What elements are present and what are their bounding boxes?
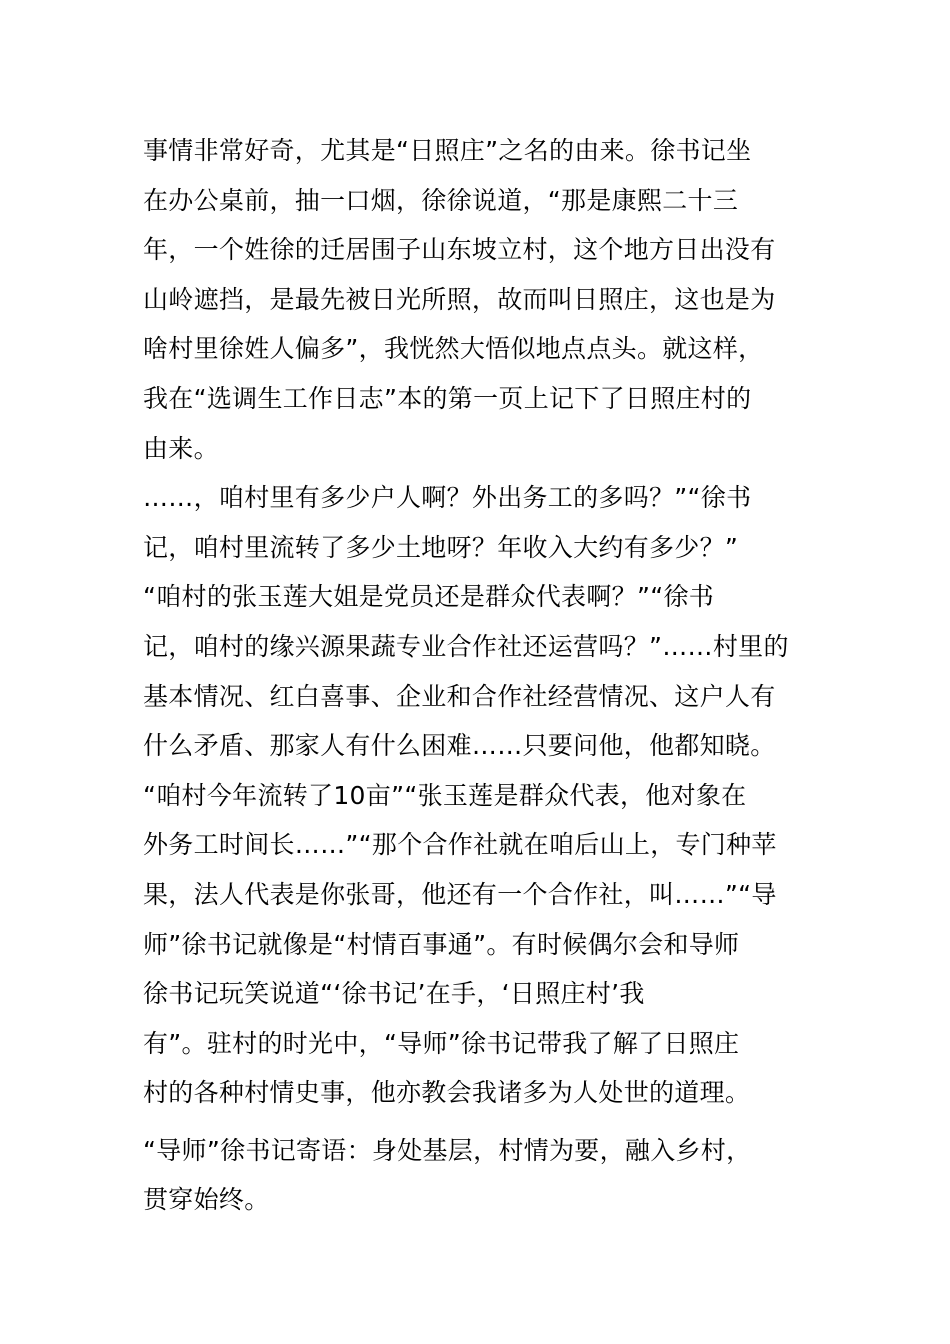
text-line-9: 记，咱村里流转了多少土地呀？年收入大约有多少？” xyxy=(143,532,739,562)
body-text xyxy=(143,126,813,1225)
text-line-2: 在办公桌前，抽一口烟，徐徐说道，“那是康熙二十三 xyxy=(143,185,739,215)
text-line-1: 事情非常好奇，尤其是“日照庄”之名的由来。徐书记坐 xyxy=(143,136,752,165)
text-line-5: 啥村里徐姓人偏多”，我恍然大悟似地点点头。就这样， xyxy=(143,334,764,364)
text-line-13: 什么矛盾、那家人有什么困难……只要问他，他都知晓。 xyxy=(143,731,776,761)
text-line-6: 我在“选调生工作日志”本的第一页上记下了日照庄村的 xyxy=(143,383,752,413)
text-line-4: 山岭遮挡，是最先被日光所照，故而叫日照庄，这也是为 xyxy=(143,284,776,314)
text-line-18: 徐书记玩笑说道“‘徐书记’在手，‘日照庄村’我 xyxy=(143,979,645,1009)
paragraph-gap xyxy=(143,1118,813,1126)
text-line-7: 由来。 xyxy=(143,433,219,463)
text-line-14: “咱村今年流转了10亩”“张玉莲是群众代表，他对象在 xyxy=(143,780,747,810)
text-line-11: 记，咱村的缘兴源果蔬专业合作社还运营吗？”……村里的 xyxy=(143,631,789,661)
text-line-8: ……，咱村里有多少户人啊？外出务工的多吗？”“徐书 xyxy=(143,483,752,513)
text-line-16: 果，法人代表是你张哥，他还有一个合作社，叫……”“导 xyxy=(143,879,777,909)
text-line-20: 村的各种村情史事，他亦教会我诸多为人处世的道理。 xyxy=(143,1078,751,1108)
text-line-12: 基本情况、红白喜事、企业和合作社经营情况、这户人有 xyxy=(143,681,776,711)
text-line-17: 师”徐书记就像是“村情百事通”。有时候偶尔会和导师 xyxy=(143,929,740,959)
text-line-10: “咱村的张玉莲大姐是党员还是群众代表啊？”“徐书 xyxy=(143,582,715,612)
text-line-15: 外务工时间长……”“那个合作社就在咱后山上，专门种苹 xyxy=(143,830,777,860)
text-line-3: 年，一个姓徐的迁居围子山东坡立村，这个地方日出没有 xyxy=(143,235,776,265)
text-line-19: 有”。驻村的时光中，“导师”徐书记带我了解了日照庄 xyxy=(143,1028,740,1058)
text-line-21: “导师”徐书记寄语：身处基层，村情为要，融入乡村， xyxy=(143,1135,752,1165)
text-line-22: 贯穿始终。 xyxy=(143,1185,270,1215)
